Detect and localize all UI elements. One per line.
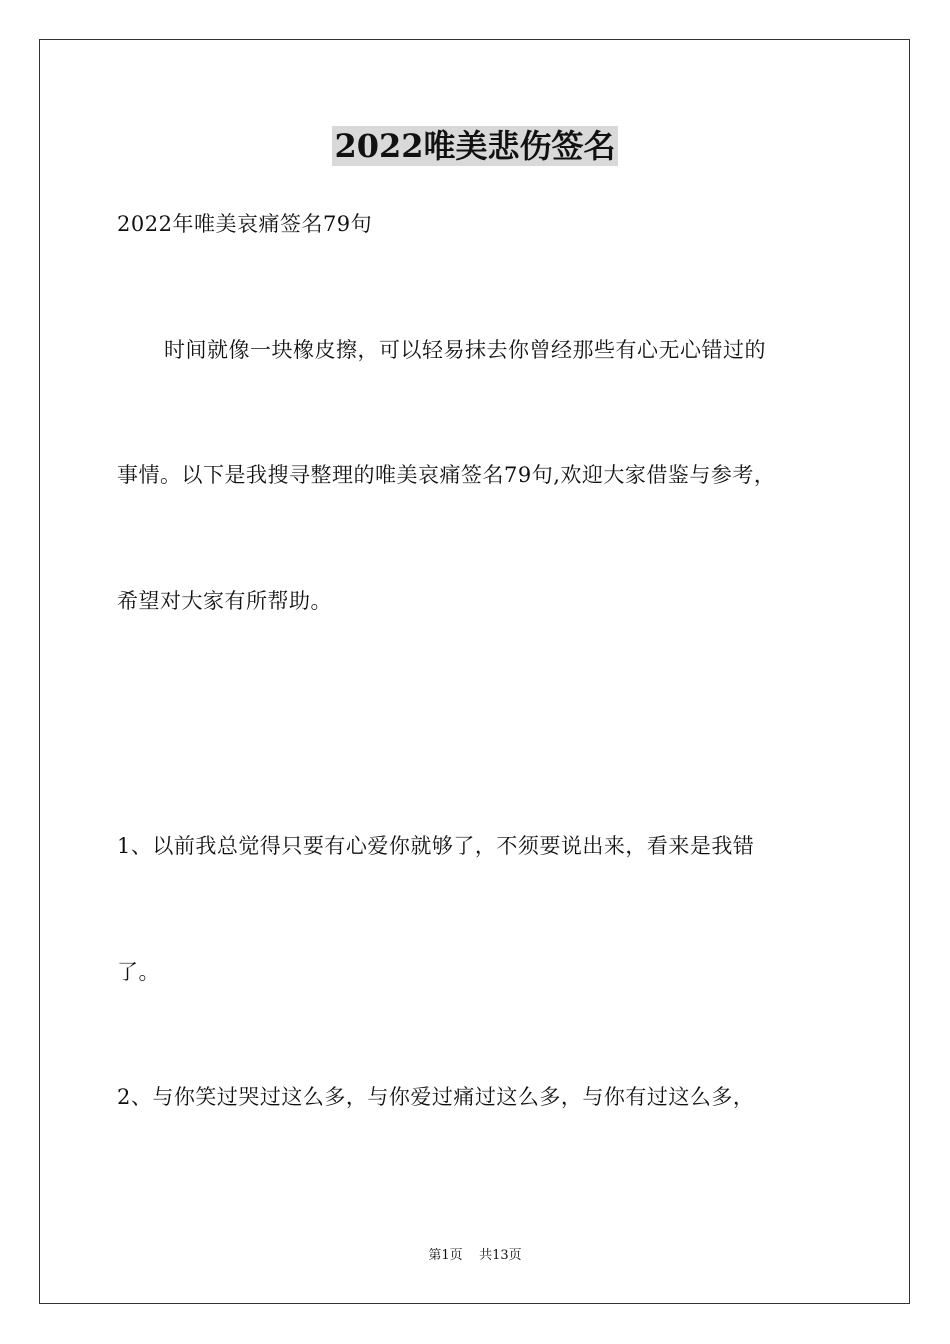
intro-line-3: 希望对大家有所帮助。 [117,589,332,613]
intro-line-1: 时间就像一块橡皮擦，可以轻易抹去你曾经那些有心无心错过的 [164,338,766,362]
document-subtitle: 2022年唯美哀痛签名79句 [117,212,373,236]
item-1-line-1: 1、以前我总觉得只要有心爱你就够了，不须要说出来，看来是我错 [117,834,755,858]
page-total: 共13页 [479,1248,522,1263]
title-container [0,126,950,166]
intro-line-2: 事情。以下是我搜寻整理的唯美哀痛签名79句,欢迎大家借鉴与参考， [117,463,776,487]
item-2-line-1: 2、与你笑过哭过这么多，与你爱过痛过这么多，与你有过这么多， [117,1085,755,1109]
document-title: 2022唯美悲伤签名 [334,127,616,165]
page-number: 第1页 [428,1248,463,1263]
page-footer [0,1247,950,1265]
item-1-line-2: 了。 [117,960,160,984]
